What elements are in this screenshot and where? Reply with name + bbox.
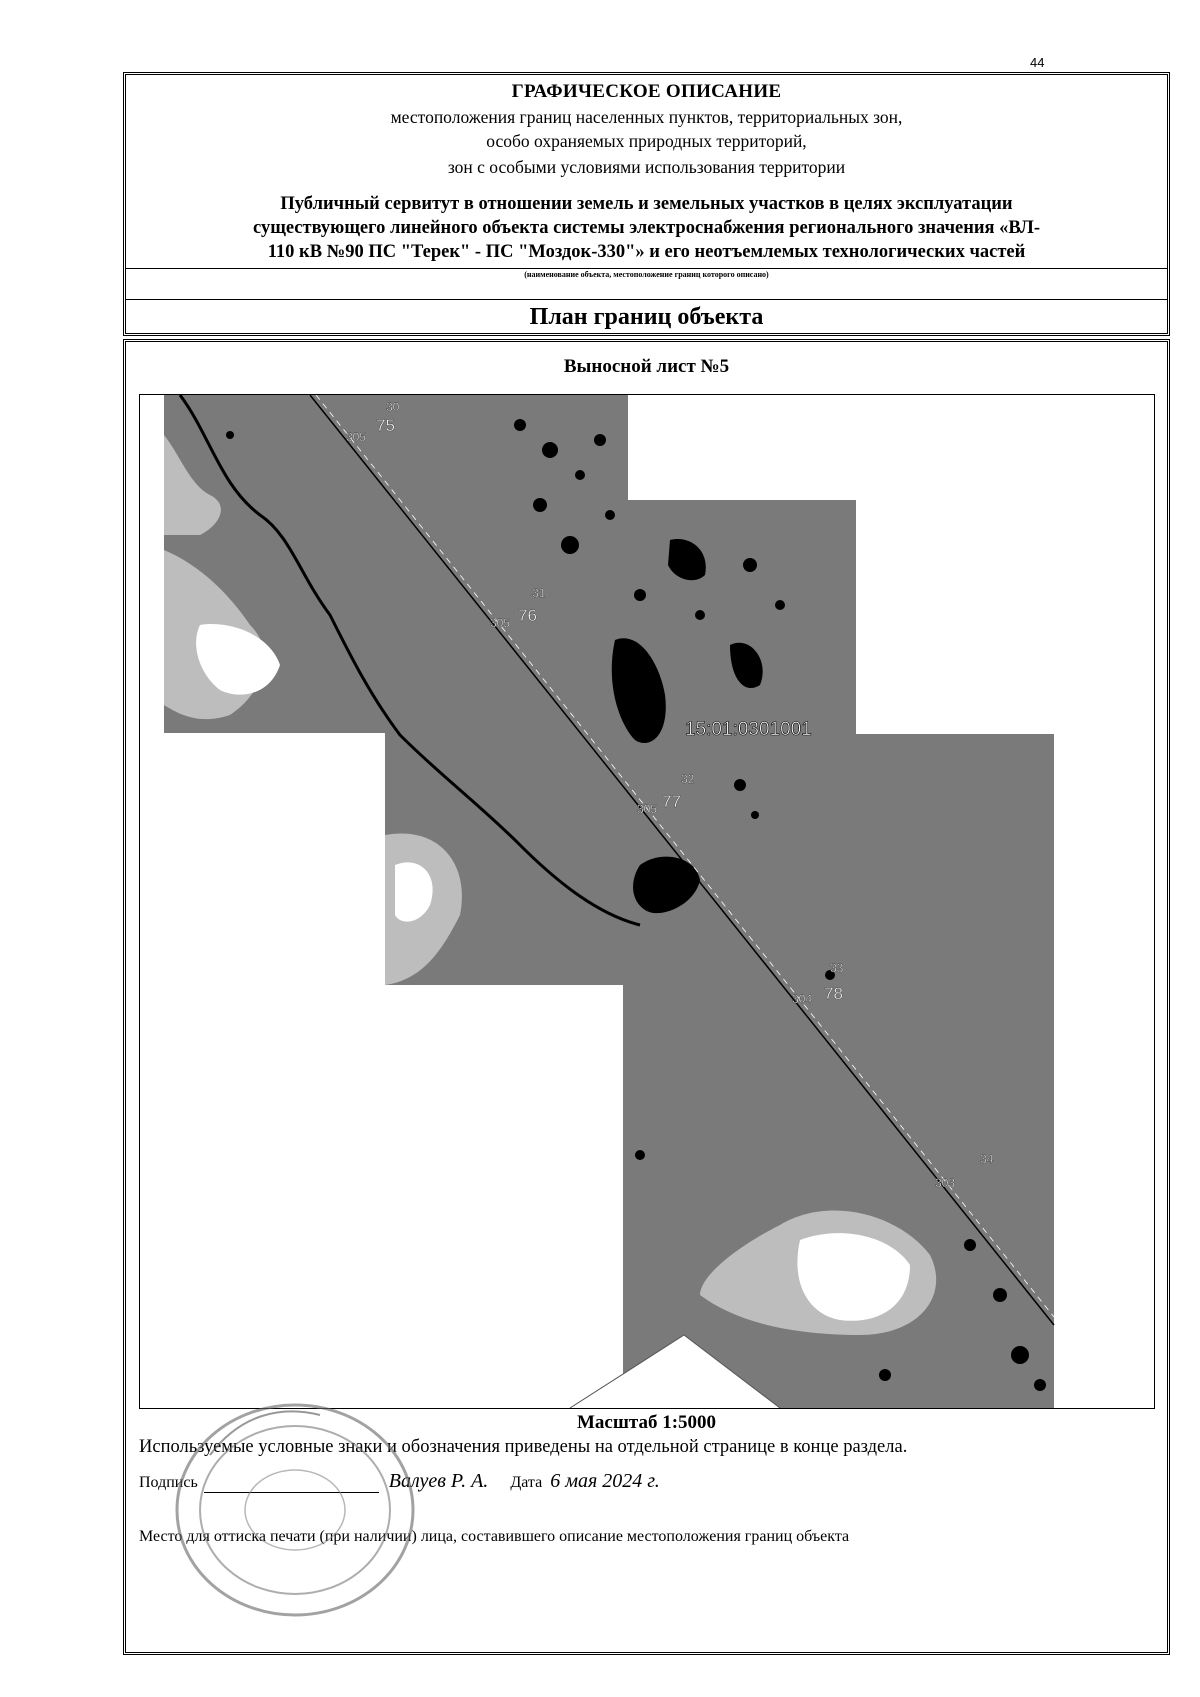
object-line-1: Публичный сервитут в отношении земель и земельных участков в целях эксплуатации	[280, 194, 1013, 214]
point-label: 305	[637, 802, 658, 816]
scale-label: Масштаб 1:5000	[576, 1412, 717, 1433]
object-name	[146, 192, 1147, 264]
document-title: ГРАФИЧЕСКОЕ ОПИСАНИЕ	[511, 81, 782, 102]
plan-title: План границ объекта	[529, 304, 764, 330]
point-label: 75	[376, 416, 395, 435]
object-line-2: существующего линейного объекта системы электроснабжения регионального значения «ВЛ-	[253, 218, 1040, 238]
header-frame	[123, 72, 1170, 336]
map-svg	[140, 395, 1154, 1408]
point-label: 304	[792, 992, 813, 1006]
point-label: 30	[386, 400, 400, 414]
map-view	[139, 394, 1155, 1409]
subtitle-line-1: местоположения границ населенных пунктов, территориальных зон,	[390, 107, 903, 127]
signer-name: Валуев Р. А.	[388, 1470, 489, 1492]
legend-note: Используемые условные знаки и обозначения приведены на отдельной странице в конце раздела.	[139, 1437, 908, 1457]
point-label: 32	[681, 772, 695, 786]
signature-line	[204, 1474, 379, 1493]
stamp-note: Место для оттиска печати (при наличии) лица, составившего описание местоположения границ объекта	[139, 1528, 850, 1545]
point-label: 303	[935, 1176, 956, 1190]
subtitle-line-2: особо охраняемых природных территорий,	[486, 131, 807, 151]
object-line-3: 110 кВ №90 ПС "Терек" - ПС "Моздок-330"» и его неотъемлемых технологических частей	[267, 242, 1026, 262]
signature-row	[139, 1470, 660, 1493]
main-frame	[123, 339, 1170, 1655]
point-label: 33	[830, 961, 844, 975]
point-label: 305	[490, 616, 511, 630]
object-caption: (наименование объекта, местоположение границ которого описано)	[524, 270, 769, 279]
point-label: 77	[662, 792, 681, 811]
point-label: 34	[980, 1152, 994, 1166]
point-label: 78	[824, 984, 843, 1003]
date-label: Дата	[510, 1474, 543, 1491]
cadastral-block-label: 15:01:0301001	[685, 719, 812, 740]
divider	[126, 268, 1167, 269]
signature-label: Подпись	[139, 1474, 198, 1491]
subtitle-line-3: зон с особыми условиями использования территории	[447, 157, 846, 177]
point-label: 31	[532, 586, 546, 600]
divider	[126, 299, 1167, 300]
sheet-title: Выносной лист №5	[563, 356, 730, 377]
date-value: 6 мая 2024 г.	[550, 1470, 660, 1492]
point-label: 305	[346, 430, 367, 444]
page-number: 44	[1030, 55, 1045, 70]
point-label: 76	[518, 606, 537, 625]
